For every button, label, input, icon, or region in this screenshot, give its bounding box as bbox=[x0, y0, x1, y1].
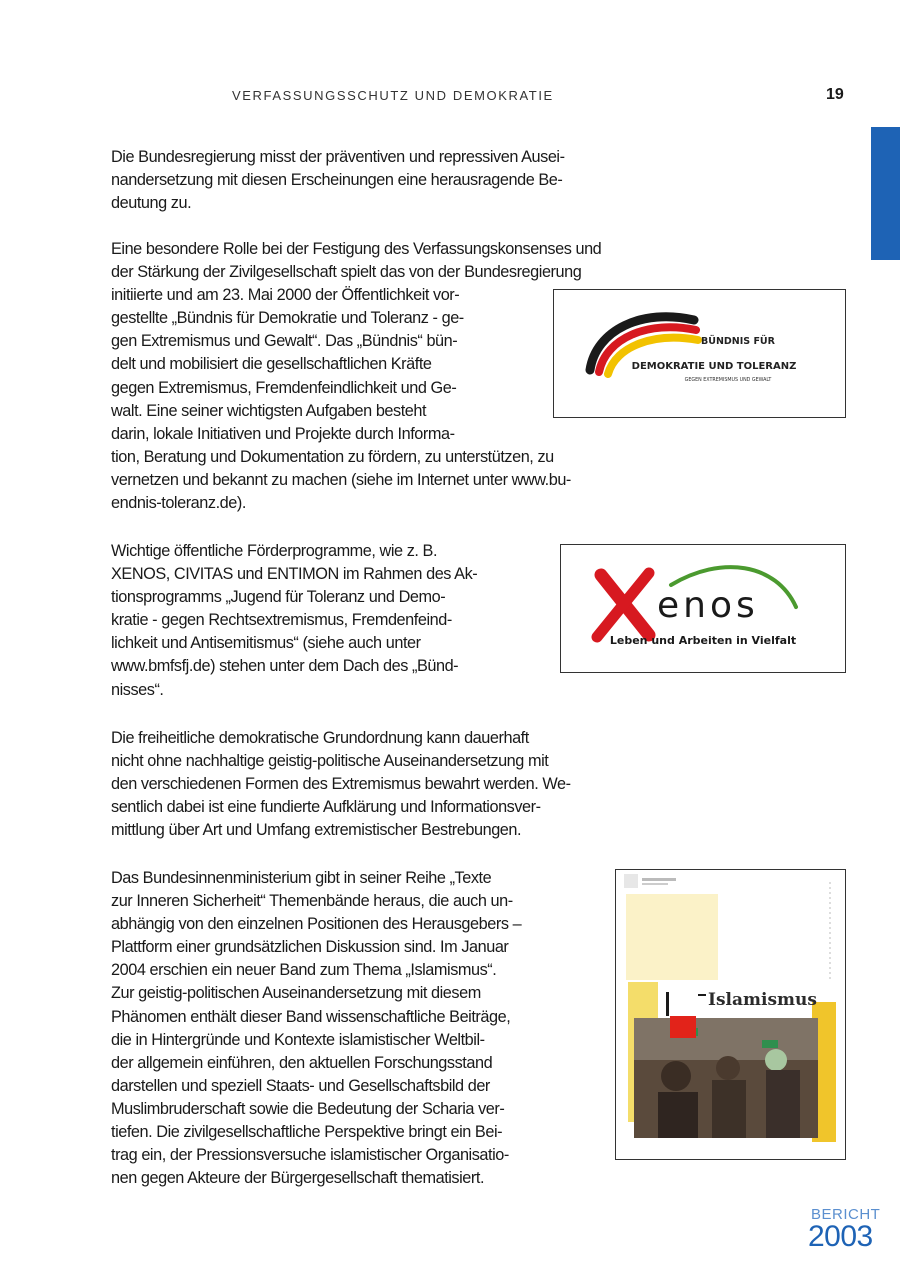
cover-red-block bbox=[670, 1016, 696, 1038]
text-line: XENOS, CIVITAS und ENTIMON im Rahmen des Ak- bbox=[111, 565, 478, 584]
text-line: nandersetzung mit diesen Erscheinungen eine herausragende Be- bbox=[111, 171, 563, 190]
footer-report-year: 2003 bbox=[808, 1220, 873, 1253]
text-line: tiefen. Die zivilgesellschaftliche Perspektive bringt ein Bei- bbox=[111, 1123, 503, 1142]
paragraph-2 bbox=[111, 238, 601, 515]
text-line: Das Bundesinnenministerium gibt in seiner Reihe „Texte bbox=[111, 869, 492, 887]
text-line: walt. Eine seiner wichtigsten Aufgaben besteht bbox=[111, 401, 427, 420]
footer-report-label: BERICHT bbox=[811, 1206, 881, 1223]
paragraph-4 bbox=[111, 727, 571, 842]
paragraph-5 bbox=[111, 867, 521, 1190]
text-line: endnis-toleranz.de). bbox=[111, 494, 246, 513]
text-line: mittlung über Art und Umfang extremistischer Bestrebungen. bbox=[111, 821, 522, 840]
text-line: deutung zu. bbox=[111, 194, 192, 213]
chapter-thumb-tab bbox=[871, 127, 900, 260]
text-line: Wichtige öffentliche Förderprogramme, wie z. B. bbox=[111, 542, 438, 560]
text-line: gegen Extremismus, Fremdenfeindlichkeit und Ge- bbox=[111, 378, 457, 397]
book-cover-title: Islamismus bbox=[708, 990, 817, 1010]
text-line: Zur geistig-politischen Auseinandersetzung mit diesem bbox=[111, 984, 481, 1003]
text-line: vernetzen und bekannt zu machen (siehe im Internet unter www.bu- bbox=[111, 470, 571, 489]
paragraph-3 bbox=[111, 540, 477, 702]
buendnis-logo-figure bbox=[553, 289, 846, 418]
text-line: Phänomen enthält dieser Band wissenschaftliche Beiträge, bbox=[111, 1007, 511, 1026]
text-line: abhängig von den einzelnen Positionen des Herausgebers – bbox=[111, 915, 522, 934]
text-line: nicht ohne nachhaltige geistig-politische Auseinandersetzung mit bbox=[111, 752, 549, 771]
text-line: den verschiedenen Formen des Extremismus bewahrt werden. We- bbox=[111, 775, 571, 794]
text-line: zur Inneren Sicherheit“ Themenbände heraus, die auch un- bbox=[111, 892, 513, 911]
xenos-wordmark: enos bbox=[657, 585, 759, 626]
text-line: tionsprogramms „Jugend für Toleranz und Demo- bbox=[111, 588, 446, 607]
buendnis-logo bbox=[554, 290, 845, 417]
cover-black-marker bbox=[666, 992, 669, 1016]
islamismus-book-cover-figure bbox=[615, 869, 846, 1160]
page-number: 19 bbox=[826, 86, 844, 103]
xenos-logo-figure bbox=[560, 544, 846, 673]
text-line: der Stärkung der Zivilgesellschaft spielt das von der Bundesregierung bbox=[111, 263, 582, 282]
text-line: Muslimbruderschaft sowie die Bedeutung der Scharia ver- bbox=[111, 1099, 505, 1118]
islamismus-book-cover bbox=[616, 870, 845, 1159]
text-line: 2004 erschien ein neuer Band zum Thema „Islamismus“. bbox=[111, 961, 497, 980]
buendnis-logo-line2: DEMOKRATIE UND TOLERANZ bbox=[631, 361, 797, 372]
xenos-logo bbox=[561, 545, 845, 672]
text-line: gen Extremismus und Gewalt“. Das „Bündnis“ bün- bbox=[111, 332, 458, 351]
text-line: tion, Beratung und Dokumentation zu fördern, zu unterstützen, zu bbox=[111, 447, 554, 466]
cover-pale-yellow-block bbox=[626, 894, 718, 980]
text-line: Plattform einer grundsätzlichen Diskussion sind. Im Januar bbox=[111, 938, 509, 957]
text-line: lichkeit und Antisemitismus“ (siehe auch unter bbox=[111, 634, 421, 653]
buendnis-logo-line1: BÜNDNIS FÜR bbox=[701, 336, 775, 347]
running-title: VERFASSUNGSSCHUTZ UND DEMOKRATIE bbox=[232, 88, 554, 103]
xenos-tagline: Leben und Arbeiten in Vielfalt bbox=[609, 634, 797, 647]
text-line: trag ein, der Pressionsversuche islamistischer Organisatio- bbox=[111, 1146, 509, 1165]
text-line: sentlich dabei ist eine fundierte Aufklärung und Informationsver- bbox=[111, 798, 541, 817]
text-line: Die freiheitliche demokratische Grundordnung kann dauerhaft bbox=[111, 729, 529, 747]
text-line: gestellte „Bündnis für Demokratie und Toleranz - ge- bbox=[111, 309, 464, 328]
text-line: kratie - gegen Rechtsextremismus, Fremdenfeind- bbox=[111, 611, 452, 630]
text-line: Die Bundesregierung misst der präventiven und repressiven Ausei- bbox=[111, 148, 565, 166]
text-line: Eine besondere Rolle bei der Festigung des Verfassungskonsenses und bbox=[111, 240, 602, 258]
paragraph-1 bbox=[111, 146, 565, 215]
text-line: die in Hintergründe und Kontexte islamistischer Weltbil- bbox=[111, 1030, 485, 1049]
text-line: nisses“. bbox=[111, 680, 164, 699]
buendnis-logo-line3: GEGEN EXTREMISMUS UND GEWALT bbox=[684, 378, 772, 383]
text-line: initiierte und am 23. Mai 2000 der Öffentlichkeit vor- bbox=[111, 286, 460, 305]
text-line: delt und mobilisiert die gesellschaftlichen Kräfte bbox=[111, 355, 432, 374]
text-line: darstellen und speziell Staats- und Gesellschaftsbild der bbox=[111, 1076, 490, 1095]
text-line: nen gegen Akteure der Bürgergesellschaft thematisiert. bbox=[111, 1169, 485, 1188]
text-line: der allgemein einführen, den aktuellen Forschungsstand bbox=[111, 1053, 493, 1072]
ministry-emblem bbox=[624, 874, 638, 888]
text-line: darin, lokale Initiativen und Projekte durch Informa- bbox=[111, 424, 455, 443]
text-line: www.bmfsfj.de) stehen unter dem Dach des „Bünd- bbox=[111, 657, 459, 676]
